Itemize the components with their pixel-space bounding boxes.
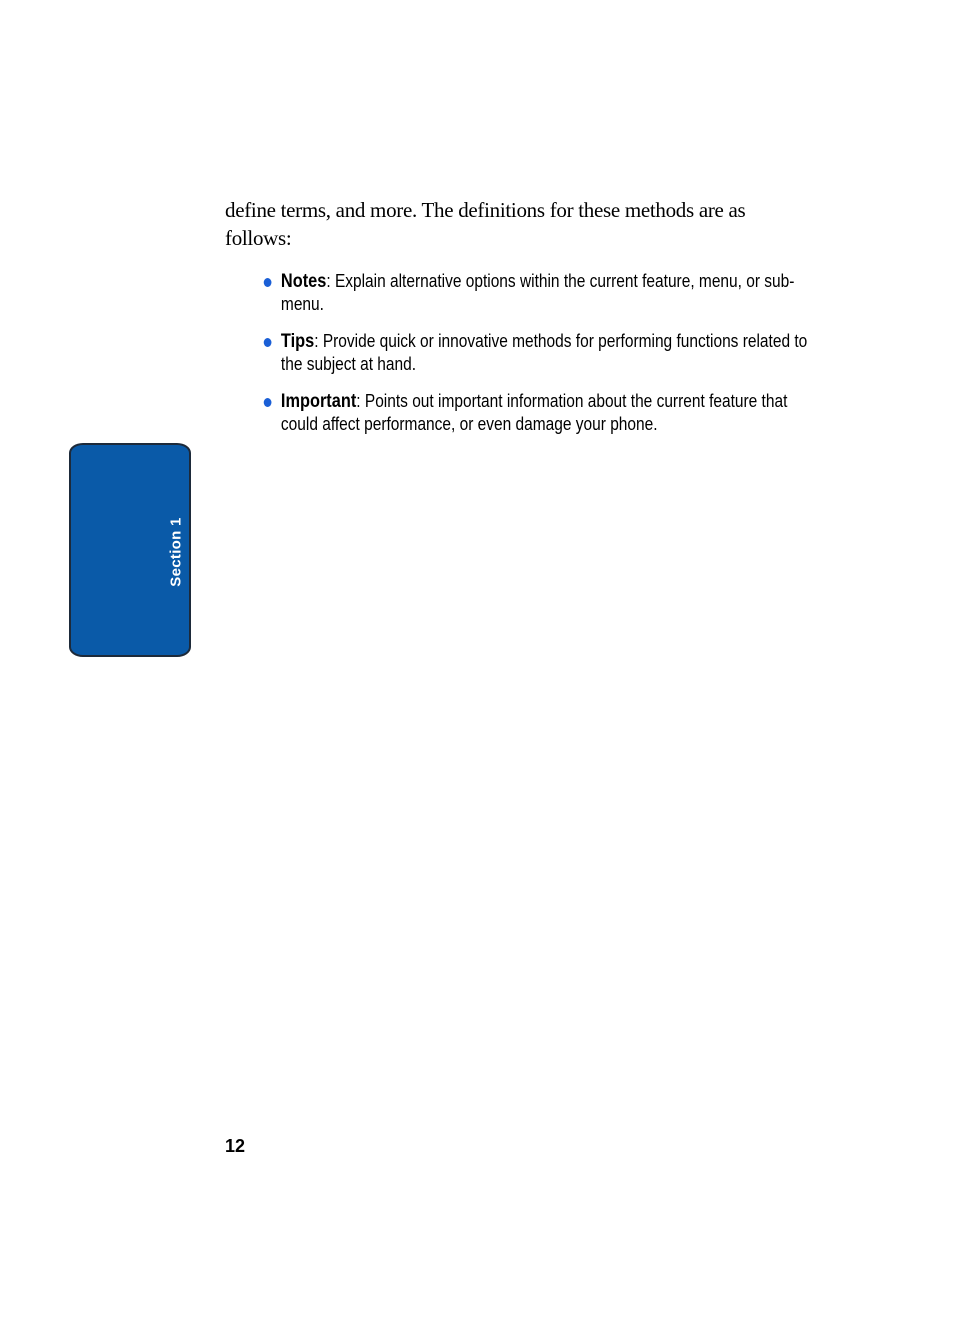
bullet-dot-icon bbox=[264, 278, 272, 287]
list-item-notes bbox=[262, 270, 821, 316]
intro-paragraph: define terms, and more. The definitions for these methods are as follows: bbox=[225, 198, 746, 250]
bullet-dot-icon bbox=[264, 338, 272, 347]
term-label: Notes bbox=[280, 271, 327, 292]
definitions-list bbox=[262, 270, 808, 436]
list-item-important bbox=[262, 390, 821, 436]
term-separator: : bbox=[326, 271, 335, 291]
term-description: Provide quick or innovative methods for performing functions related to the subject at hand. bbox=[280, 331, 808, 374]
list-item-tips bbox=[262, 330, 821, 376]
page-number: 12 bbox=[225, 1136, 246, 1156]
term-description: Points out important information about the current feature that could affect performance, or even damage your phone. bbox=[280, 391, 788, 434]
term-label: Important bbox=[280, 391, 357, 412]
term-label: Tips bbox=[280, 331, 315, 352]
section-tab-label: Section 1 bbox=[167, 517, 185, 587]
bullet-dot-icon bbox=[264, 398, 272, 407]
term-separator: : bbox=[356, 391, 365, 411]
term-description: Explain alternative options within the current feature, menu, or sub-menu. bbox=[280, 271, 795, 314]
term-separator: : bbox=[314, 331, 323, 351]
